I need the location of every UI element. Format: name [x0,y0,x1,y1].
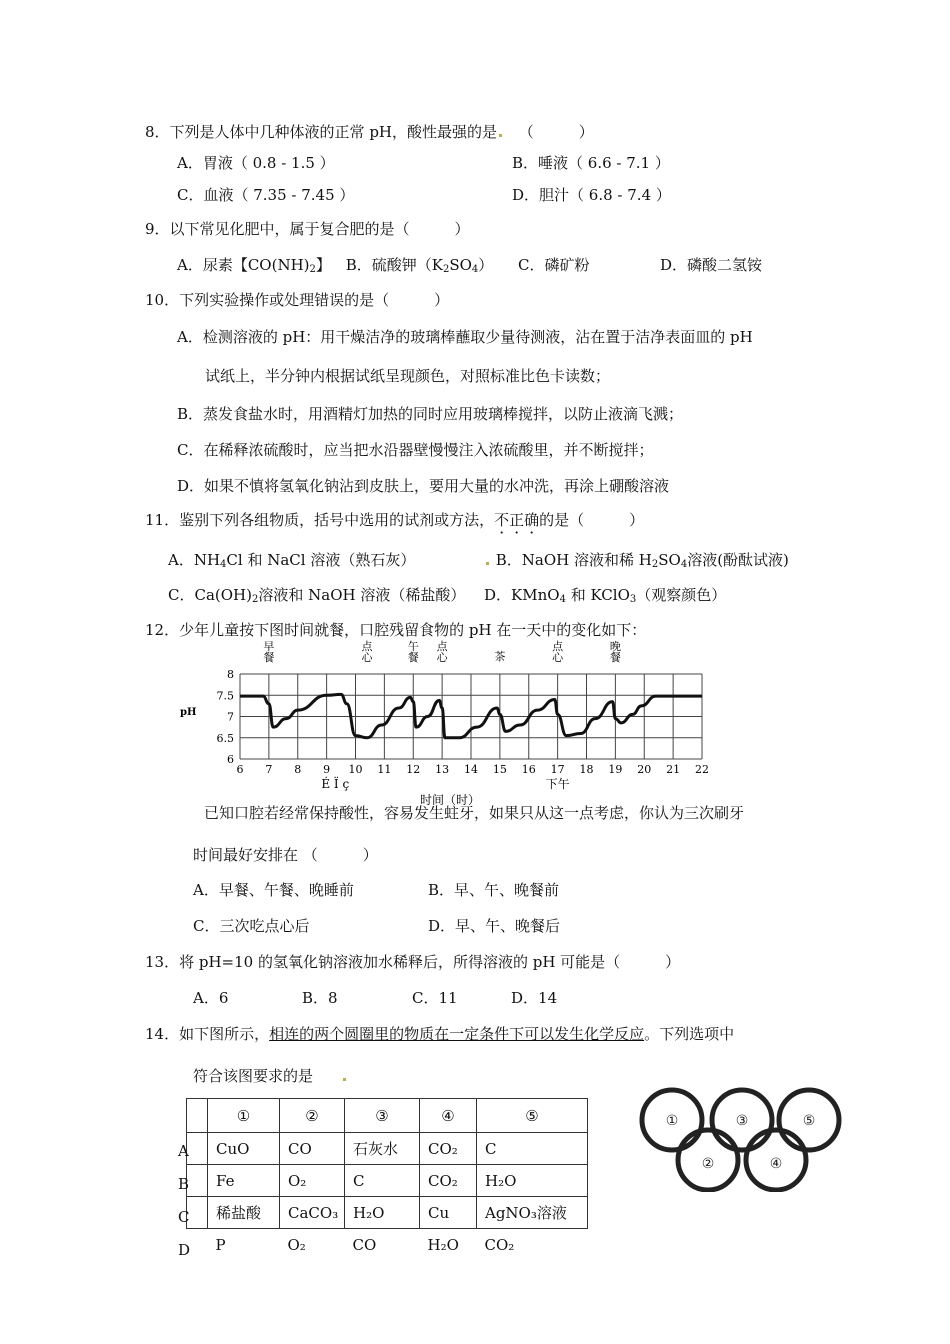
x-tick-label: 18 [579,763,594,776]
ring-1-label: ① [665,1113,679,1129]
q8-stem [145,122,594,142]
q8-answer-paren: （ ） [518,123,594,141]
meal-label: 午 [407,640,419,653]
mark-dot [486,562,489,565]
x-tick-label: 20 [637,763,652,776]
meal-label: 心 [361,651,373,664]
x-tick-label: 22 [695,763,709,776]
ring-2-label: ② [701,1156,715,1172]
x-tick-label: 10 [348,763,363,776]
chart-bottom-labels [321,775,569,791]
q10-option-d: D．如果不慎将氢氧化钠沾到皮肤上，要用大量的水冲洗，再涂上硼酸溶液 [177,477,670,495]
q14-row-label-c: C [178,1208,190,1226]
q10-stem: 10．下列实验操作或处理错误的是（ ） [145,291,450,309]
q10-option-a-line1: A．检测溶液的 pH：用干燥洁净的玻璃棒蘸取少量待测液，沾在置于洁净表面皿的 pH [177,328,753,346]
q12-option-b: B．早、午、晚餐前 [428,881,560,899]
q10-option-a-line2: 试纸上，半分钟内根据试纸呈现颜色，对照标准比色卡读数； [205,367,611,385]
q10-option-b: B．蒸发食盐水时，用酒精灯加热的同时应用玻璃棒搅拌，以防止液滴飞溅； [177,405,684,423]
chart-y-ticks [217,668,235,766]
q14-row-label-b: B [178,1175,190,1193]
x-tick-label: 14 [464,763,478,776]
chart-y-label: pH [180,707,197,718]
q14-stem-line2: 符合该图要求的是 [193,1066,348,1086]
q9-option-d: D．磷酸二氢铵 [660,256,763,274]
y-tick-label: 6 [227,753,234,766]
q9-option-c: C．磷矿粉 [518,256,590,274]
table-row: P O₂ CO H₂O CO₂ [215,1235,515,1254]
ph-chart [172,640,732,810]
q8-option-d: D．胆汁（ 6.8 - 7.4 ） [512,186,671,204]
meal-label: 点 [361,640,373,653]
q9-option-b: B．硫酸钾$(K_2SO_4)$ [345,256,494,275]
olympic-rings-diagram [634,1082,854,1192]
meal-label: 餐 [609,651,621,664]
q11-option-c: C．$Ca(OH)_2$溶液和 NaOH 溶液（稀盐酸） [168,586,466,605]
q13-option-c: C．11 [412,989,458,1007]
x-tick-label: 16 [521,763,536,776]
x-tick-label: 11 [377,763,392,776]
x-tick-label: 17 [550,763,565,776]
chart-x-label: 时间（时） [420,793,481,807]
q12-text-line2: 时间最好安排在 （ ） [193,846,378,864]
y-tick-label: 7.5 [216,689,234,703]
q10-option-c: C．在稀释浓硫酸时，应当把水沿器壁慢慢注入浓硫酸里，并不断搅拌； [177,441,654,459]
q14-table-header: ① ② ③ ④ ⑤ [187,1099,588,1133]
period-label: É Ï ç [321,777,350,791]
q8-option-a: A．胃液（ 0.8 - 1.5 ） [177,154,335,172]
y-tick-label: 6.5 [216,731,234,745]
table-row: 稀盐酸 CaCO₃ H₂O Cu AgNO₃溶液 [187,1197,588,1229]
table-row: CuO CO 石灰水 CO₂ C [187,1133,588,1165]
q12-option-a: A．早餐、午餐、晚睡前 [193,881,354,899]
q8-option-c: C．血液（ 7.35 - 7.45 ） [177,186,355,204]
q14-table [186,1098,588,1260]
q13-stem: 13．将 pH=10 的氢氧化钠溶液加水稀释后，所得溶液的 pH 可能是（ ） [145,953,681,971]
q11-option-a: A．$NH_4Cl$ 和 NaCl 溶液（熟石灰） [168,551,416,570]
meal-label: 餐 [407,651,419,664]
x-tick-label: 9 [323,763,331,776]
x-tick-label: 21 [666,763,681,776]
q12-option-d: D．早、午、晚餐后 [428,917,561,935]
meal-label: 早 [263,640,275,653]
q14-row-label-a: A [178,1142,189,1160]
q9-option-a: A．尿素【$CO(NH)_2$】 [177,256,331,275]
q13-option-b: B．8 [302,989,338,1007]
y-tick-label: 8 [227,668,234,681]
q13-option-d: D．14 [511,989,558,1007]
meal-label: 点 [436,640,448,653]
ring-3-label: ③ [735,1113,749,1129]
meal-label: 餐 [263,651,275,664]
q11-stem: 11．鉴别下列各组物质，括号中选用的试剂或方法，不正确的是（ ） [145,511,645,529]
meal-label: 点 [552,640,564,653]
q11-option-d: D．KMnO$_4$ 和 KClO$_3$（观察颜色） [484,586,727,605]
chart-x-ticks [237,763,710,776]
period-label: 下午 [545,777,570,791]
ring-4-label: ④ [769,1156,783,1172]
q11-option-b: B．NaOH 溶液和稀 $H_2SO_4$溶液(酚酞试液) [484,550,789,575]
q13-option-a: A．6 [193,989,229,1007]
x-tick-label: 19 [608,763,623,776]
mark-dot [343,1078,346,1081]
q9-options [177,255,493,280]
chart-grid [240,674,702,759]
meal-label: 晚 [609,640,621,653]
ring-5-label: ⑤ [802,1113,816,1129]
meal-label: 茶 [494,650,506,663]
q8-stem-text: 8．下列是人体中几种体液的正常 pH，酸性最强的是 [145,123,497,141]
x-tick-label: 8 [294,763,302,776]
mark-dot [499,134,502,137]
q14-stem: 14．如下图所示，相连的两个圆圈里的物质在一定条件下可以发生化学反应。下列选项中 [145,1025,735,1043]
q9-stem: 9．以下常见化肥中，属于复合肥的是（ ） [145,220,470,238]
meal-label: 心 [552,651,564,664]
table-row: Fe O₂ C CO₂ H₂O [187,1165,588,1197]
q8-option-b: B．唾液（ 6.6 - 7.1 ） [512,154,670,172]
q14-row-label-d: D [178,1241,191,1259]
x-tick-label: 12 [406,763,421,776]
chart-top-labels [263,640,621,664]
y-tick-label: 7 [227,710,234,724]
x-tick-label: 7 [265,763,273,776]
x-tick-label: 6 [236,763,244,776]
q12-stem: 12．少年儿童按下图时间就餐，口腔残留食物的 pH 在一天中的变化如下： [145,621,647,639]
x-tick-label: 13 [435,763,450,776]
x-tick-label: 15 [492,763,507,776]
q12-option-c: C．三次吃点心后 [193,917,310,935]
meal-label: 心 [436,651,448,664]
q12-text-line1: 已知口腔若经常保持酸性，容易发生蛀牙，如果只从这一点考虑，你认为三次刷牙 [204,804,745,822]
